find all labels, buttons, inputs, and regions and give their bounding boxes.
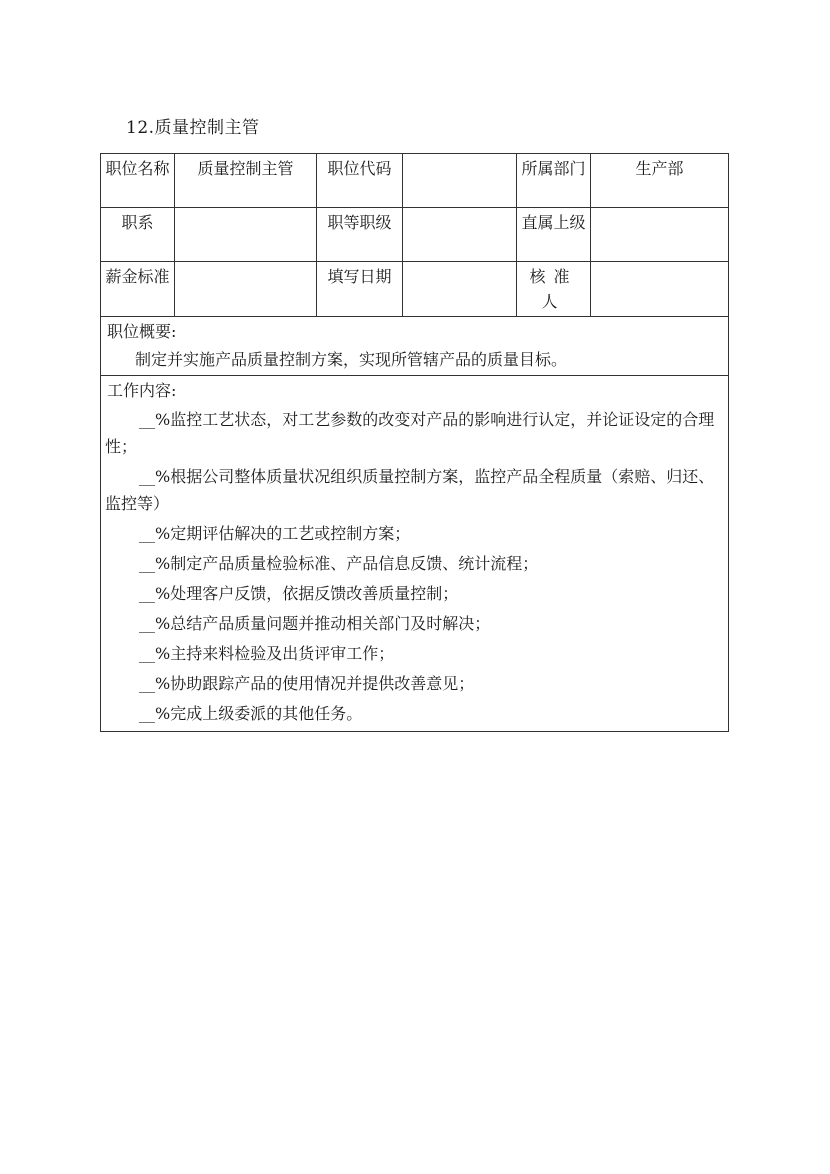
work-item-text: %制定产品质量检验标准、产品信息反馈、统计流程； [155, 554, 539, 573]
value-salary-standard [175, 262, 317, 317]
blank-line: __ [139, 410, 155, 429]
work-item-text: %定期评估解决的工艺或控制方案； [155, 524, 411, 543]
page-heading: 12.质量控制主管 [126, 118, 260, 138]
label-job-grade: 职等职级 [317, 208, 403, 262]
value-position-code [403, 154, 517, 208]
work-cell [101, 376, 729, 732]
label-salary-standard: 薪金标准 [101, 262, 175, 317]
work-item-text: %主持来料检验及出货评审工作； [155, 644, 395, 663]
value-direct-superior [591, 208, 729, 262]
work-item [105, 700, 724, 727]
work-item-text: %监控工艺状态，对工艺参数的改变对产品的影响进行认定，并论证设定的合理性； [105, 410, 715, 456]
blank-line: __ [139, 524, 155, 543]
label-job-series: 职系 [101, 208, 175, 262]
work-item [105, 406, 724, 460]
work-item [105, 580, 724, 607]
label-position-code: 职位代码 [317, 154, 403, 208]
work-item [105, 550, 724, 577]
blank-line: __ [139, 584, 155, 603]
summary-cell [101, 317, 729, 376]
job-description-table [100, 153, 729, 732]
summary-text: 制定并实施产品质量控制方案，实现所管辖产品的质量目标。 [135, 350, 568, 369]
work-item-text: %处理客户反馈，依据反馈改善质量控制； [155, 584, 459, 603]
value-approver [591, 262, 729, 317]
label-approver: 核准人 [517, 262, 591, 317]
label-department: 所属部门 [517, 154, 591, 208]
blank-line: __ [139, 644, 155, 663]
work-item-text: %根据公司整体质量状况组织质量控制方案，监控产品全程质量（索赔、归还、监控等） [105, 467, 715, 513]
blank-line: __ [139, 704, 155, 723]
blank-line: __ [139, 614, 155, 633]
blank-line: __ [139, 554, 155, 573]
value-fill-date [403, 262, 517, 317]
summary-row [101, 317, 729, 376]
work-item [105, 520, 724, 547]
label-direct-superior: 直属上级 [517, 208, 591, 262]
header-row-3 [101, 262, 729, 317]
summary-title: 职位概要: [107, 322, 177, 341]
header-row-2 [101, 208, 729, 262]
label-position-name: 职位名称 [101, 154, 175, 208]
work-title: 工作内容: [107, 381, 177, 400]
header-row-1 [101, 154, 729, 208]
value-position-name: 质量控制主管 [175, 154, 317, 208]
blank-line: __ [139, 674, 155, 693]
work-item [105, 640, 724, 667]
work-item [105, 670, 724, 697]
value-department: 生产部 [591, 154, 729, 208]
work-item-text: %完成上级委派的其他任务。 [155, 704, 363, 723]
work-row [101, 376, 729, 732]
value-job-grade [403, 208, 517, 262]
blank-line: __ [139, 467, 155, 486]
work-item-text: %总结产品质量问题并推动相关部门及时解决； [155, 614, 491, 633]
work-item-text: %协助跟踪产品的使用情况并提供改善意见； [155, 674, 475, 693]
value-job-series [175, 208, 317, 262]
work-item [105, 610, 724, 637]
label-fill-date: 填写日期 [317, 262, 403, 317]
work-item [105, 463, 724, 517]
